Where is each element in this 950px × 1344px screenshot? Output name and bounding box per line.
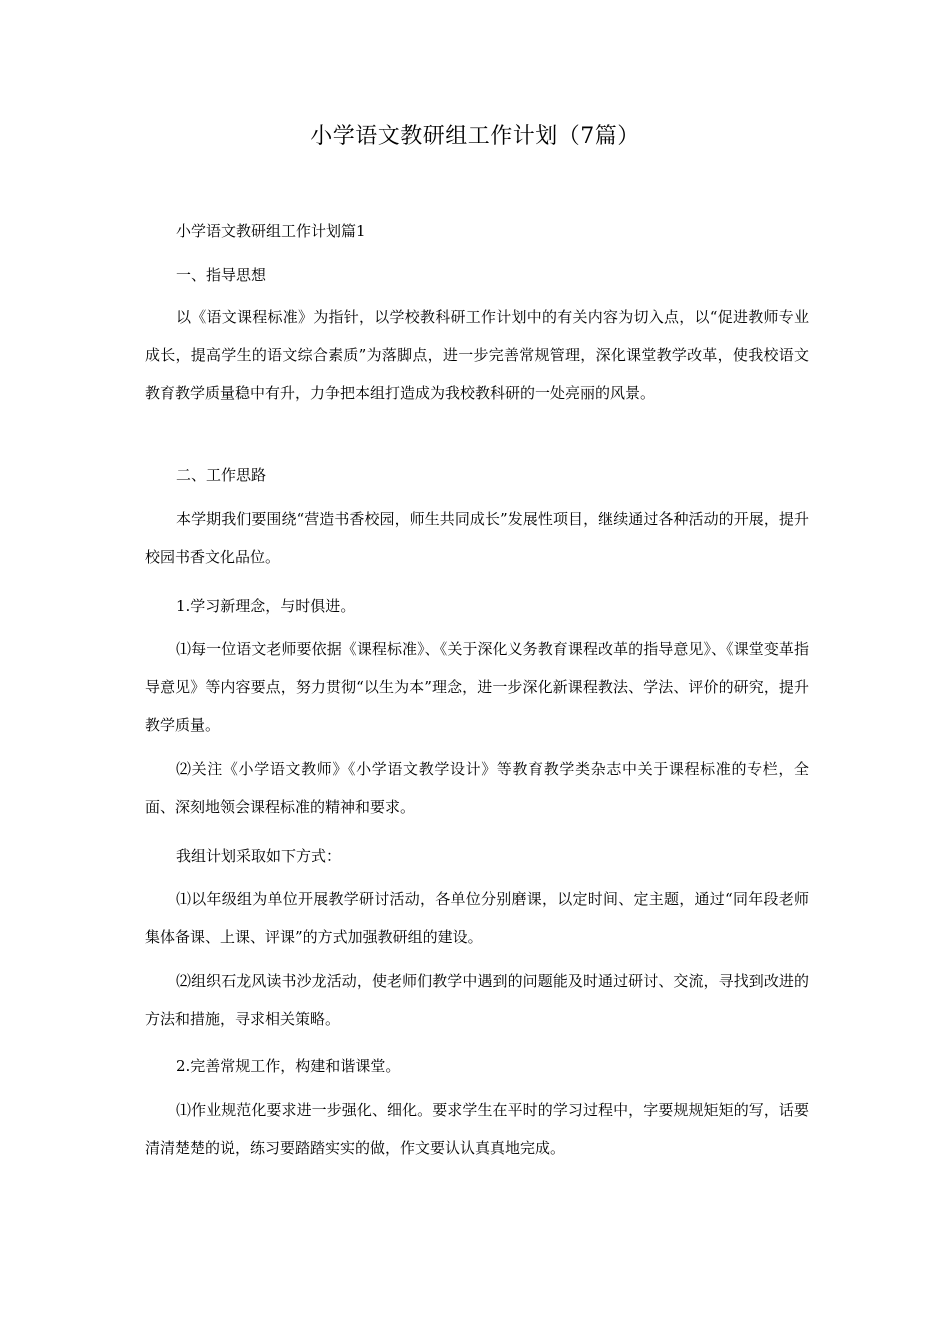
paragraph-homework-standards: ⑴作业规范化要求进一步强化、细化。要求学生在平时的学习过程中，字要规规矩矩的写，话要清清楚楚的说，练习要踏踏实实的做，作文要认认真真地完成。 <box>145 1101 809 1157</box>
document-title: 小学语文教研组工作计划（7篇） <box>310 124 640 149</box>
paragraph-journal-columns: ⑵关注《小学语文教师》《小学语文教学设计》等教育教学类杂志中关于课程标准的专栏，全面、深刻地领会课程标准的精神和要求。 <box>145 760 809 816</box>
paragraph-plan-methods: 我组计划采取如下方式： <box>176 847 342 865</box>
paragraph-standards-study: ⑴每一位语文老师要依据《课程标准》、《关于深化义务教育课程改革的指导意见》、《课堂变革指导意见》等内容要点，努力贯彻“以生为本”理念，进一步深化新课程教法、学法、评价的研究，提升教学质量。 <box>145 640 809 734</box>
section-heading-plan-1: 小学语文教研组工作计划篇1 <box>176 222 366 240</box>
heading-guiding-ideology: 一、指导思想 <box>176 266 267 284</box>
paragraph-work-approach: 本学期我们要围绕“营造书香校园，师生共同成长”发展性项目，继续通过各种活动的开展，提升校园书香文化品位。 <box>145 510 809 566</box>
paragraph-reading-salon: ⑵组织石龙风读书沙龙活动，使老师们教学中遇到的问题能及时通过研讨、交流，寻找到改进的方法和措施，寻求相关策略。 <box>145 972 809 1028</box>
item-improve-routine-work: 2.完善常规工作，构建和谐课堂。 <box>176 1057 401 1075</box>
item-learn-new-concepts: 1.学习新理念，与时俱进。 <box>176 597 356 615</box>
paragraph-guiding-ideology: 以《语文课程标准》为指针，以学校教科研工作计划中的有关内容为切入点，以“促进教师专业成长，提高学生的语文综合素质”为落脚点，进一步完善常规管理，深化课堂教学改革，使我校语文教育教学质量稳中有升，力争把本组打造成为我校教科研的一处亮丽的风景。 <box>145 308 809 402</box>
heading-work-approach: 二、工作思路 <box>176 466 267 484</box>
paragraph-grade-group-research: ⑴以年级组为单位开展教学研讨活动，各单位分别磨课，以定时间、定主题，通过“同年段老师集体备课、上课、评课”的方式加强教研组的建设。 <box>145 890 809 946</box>
